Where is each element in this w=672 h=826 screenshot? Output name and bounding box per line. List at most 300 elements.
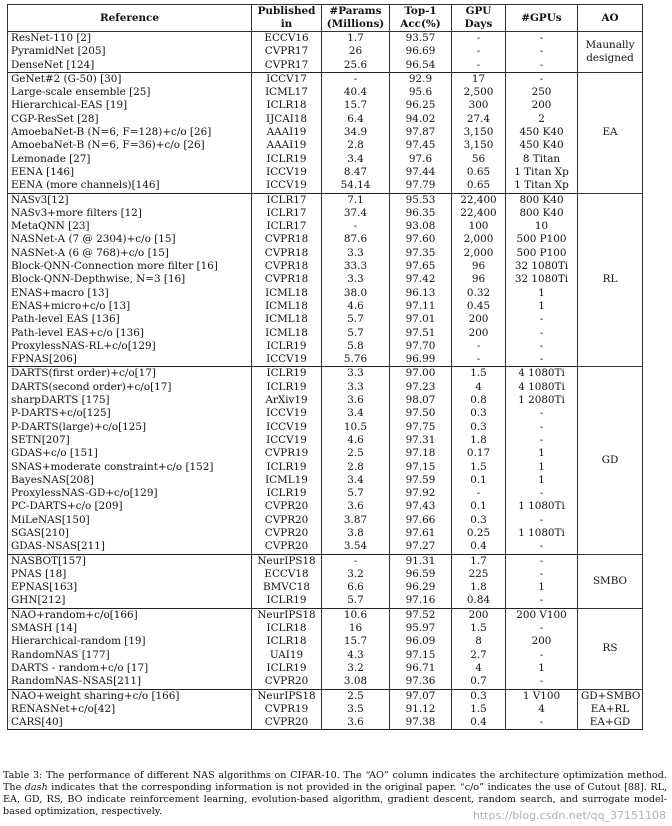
- cell-gpus: 500 P100: [506, 233, 578, 246]
- cell-published-in: ICLR19: [252, 662, 322, 675]
- table-row: [8, 594, 643, 608]
- cell-published-in: ICML17: [252, 86, 322, 99]
- cell-gpus: 1 V100: [506, 689, 578, 703]
- cell-gpus: 10: [506, 220, 578, 233]
- cell-reference: GeNet#2 (G-50) [30]: [8, 72, 252, 86]
- cell-params: -: [322, 220, 390, 233]
- table-row: [8, 126, 643, 139]
- cell-gpus: 4 1080Ti: [506, 367, 578, 381]
- cell-reference: P-DARTS+c/o[125]: [8, 407, 252, 420]
- cell-params: 40.4: [322, 86, 390, 99]
- cell-params: -: [322, 554, 390, 568]
- cell-published-in: ICLR19: [252, 381, 322, 394]
- cell-gpus: 1 2080Ti: [506, 394, 578, 407]
- cell-gpus: 1 1080Ti: [506, 500, 578, 513]
- cell-ao-group: Maunally designed: [578, 32, 643, 73]
- cell-reference: SGAS[210]: [8, 527, 252, 540]
- cell-top1-acc: 97.01: [390, 313, 452, 326]
- cell-published-in: ICLR19: [252, 340, 322, 353]
- cell-published-in: ICML18: [252, 300, 322, 313]
- cell-gpus: 2: [506, 113, 578, 126]
- cell-top1-acc: 97.35: [390, 247, 452, 260]
- cell-reference: NAO+random+c/o[166]: [8, 608, 252, 622]
- cell-top1-acc: 95.97: [390, 622, 452, 635]
- cell-reference: SNAS+moderate constraint+c/o [152]: [8, 461, 252, 474]
- cell-gpus: -: [506, 514, 578, 527]
- cell-top1-acc: 96.69: [390, 45, 452, 58]
- cell-reference: ResNet-110 [2]: [8, 32, 252, 46]
- cell-gpu-days: 27.4: [452, 113, 506, 126]
- cell-gpu-days: 3,150: [452, 126, 506, 139]
- cell-reference: PNAS [18]: [8, 568, 252, 581]
- cell-published-in: ICCV19: [252, 407, 322, 420]
- cell-reference: P-DARTS(large)+c/o[125]: [8, 421, 252, 434]
- cell-top1-acc: 97.66: [390, 514, 452, 527]
- table-row: [8, 220, 643, 233]
- cell-published-in: ICCV19: [252, 166, 322, 179]
- cell-gpu-days: 1.5: [452, 461, 506, 474]
- cell-reference: Hierarchical-EAS [19]: [8, 99, 252, 112]
- cell-reference: NAO+weight sharing+c/o [166]: [8, 689, 252, 703]
- cell-params: 2.5: [322, 447, 390, 460]
- cell-published-in: CVPR17: [252, 45, 322, 58]
- cell-gpu-days: 225: [452, 568, 506, 581]
- cell-published-in: CVPR18: [252, 260, 322, 273]
- cell-published-in: ICLR18: [252, 635, 322, 648]
- cell-gpu-days: 4: [452, 381, 506, 394]
- header-reference: Reference: [8, 5, 252, 32]
- cell-published-in: ICCV19: [252, 434, 322, 447]
- cell-gpu-days: 3,150: [452, 139, 506, 152]
- cell-reference: Block-QNN-Connection more filter [16]: [8, 260, 252, 273]
- cell-top1-acc: 96.54: [390, 59, 452, 73]
- cell-params: 3.87: [322, 514, 390, 527]
- cell-params: 10.5: [322, 421, 390, 434]
- table-row: [8, 540, 643, 554]
- cell-gpus: -: [506, 594, 578, 608]
- cell-gpu-days: 22,400: [452, 207, 506, 220]
- cell-gpus: 1: [506, 581, 578, 594]
- cell-gpus: 1 Titan Xp: [506, 179, 578, 193]
- cell-top1-acc: 98.07: [390, 394, 452, 407]
- table-row: [8, 273, 643, 286]
- cell-gpu-days: 0.8: [452, 394, 506, 407]
- cell-top1-acc: 97.18: [390, 447, 452, 460]
- cell-gpu-days: 0.65: [452, 179, 506, 193]
- table-row: [8, 689, 643, 703]
- cell-gpus: -: [506, 59, 578, 73]
- table-row: [8, 635, 643, 648]
- cell-published-in: CVPR18: [252, 247, 322, 260]
- table-row: [8, 340, 643, 353]
- cell-params: 2.5: [322, 689, 390, 703]
- table-row: [8, 327, 643, 340]
- cell-gpus: 450 K40: [506, 126, 578, 139]
- table-row: [8, 514, 643, 527]
- table-row: [8, 662, 643, 675]
- cell-params: 3.3: [322, 273, 390, 286]
- cell-top1-acc: 93.57: [390, 32, 452, 46]
- cell-published-in: CVPR20: [252, 540, 322, 554]
- cell-gpus: 1 Titan Xp: [506, 166, 578, 179]
- cell-params: 3.2: [322, 568, 390, 581]
- cell-params: 7.1: [322, 193, 390, 207]
- table-row: [8, 568, 643, 581]
- table-row: [8, 675, 643, 689]
- cell-gpu-days: 4: [452, 662, 506, 675]
- cell-published-in: ICLR19: [252, 367, 322, 381]
- cell-params: 54.14: [322, 179, 390, 193]
- cell-published-in: ICLR19: [252, 153, 322, 166]
- cell-reference: CGP-ResSet [28]: [8, 113, 252, 126]
- cell-params: 3.08: [322, 675, 390, 689]
- cell-params: 6.4: [322, 113, 390, 126]
- table-row: [8, 527, 643, 540]
- cell-reference: GHN[212]: [8, 594, 252, 608]
- cell-top1-acc: 95.6: [390, 86, 452, 99]
- cell-gpu-days: 96: [452, 273, 506, 286]
- cell-ao: EA+GD: [578, 716, 643, 730]
- cell-ao: EA+RL: [578, 703, 643, 716]
- cell-reference: EENA [146]: [8, 166, 252, 179]
- cell-params: 4.6: [322, 434, 390, 447]
- table-row: [8, 207, 643, 220]
- cell-params: 3.3: [322, 367, 390, 381]
- cell-reference: PyramidNet [205]: [8, 45, 252, 58]
- cell-top1-acc: 92.9: [390, 72, 452, 86]
- cell-gpus: -: [506, 540, 578, 554]
- cell-gpu-days: 0.1: [452, 500, 506, 513]
- cell-top1-acc: 97.65: [390, 260, 452, 273]
- cell-top1-acc: 97.16: [390, 594, 452, 608]
- cell-published-in: CVPR18: [252, 273, 322, 286]
- cell-reference: ProxylessNAS-GD+c/o[129]: [8, 487, 252, 500]
- table-row: [8, 45, 643, 58]
- cell-published-in: CVPR20: [252, 500, 322, 513]
- cell-gpus: -: [506, 716, 578, 730]
- cell-top1-acc: 97.42: [390, 273, 452, 286]
- cell-gpus: 1: [506, 287, 578, 300]
- table-row: [8, 581, 643, 594]
- cell-gpus: -: [506, 72, 578, 86]
- table-row: [8, 367, 643, 381]
- cell-published-in: ICLR18: [252, 99, 322, 112]
- cell-gpus: -: [506, 45, 578, 58]
- cell-params: 33.3: [322, 260, 390, 273]
- nas-performance-table: [7, 4, 643, 730]
- cell-gpu-days: 0.4: [452, 716, 506, 730]
- cell-gpu-days: 8: [452, 635, 506, 648]
- cell-top1-acc: 97.44: [390, 166, 452, 179]
- cell-published-in: ICLR17: [252, 207, 322, 220]
- cell-gpu-days: 2,000: [452, 247, 506, 260]
- cell-gpus: -: [506, 487, 578, 500]
- cell-gpu-days: 0.3: [452, 407, 506, 420]
- cell-reference: MetaQNN [23]: [8, 220, 252, 233]
- cell-gpu-days: -: [452, 340, 506, 353]
- cell-top1-acc: 93.08: [390, 220, 452, 233]
- cell-top1-acc: 97.43: [390, 500, 452, 513]
- cell-params: 10.6: [322, 608, 390, 622]
- cell-gpu-days: 0.17: [452, 447, 506, 460]
- cell-gpus: -: [506, 622, 578, 635]
- cell-gpu-days: 0.7: [452, 675, 506, 689]
- cell-gpus: -: [506, 675, 578, 689]
- cell-params: 3.4: [322, 407, 390, 420]
- table-row: [8, 381, 643, 394]
- cell-reference: GDAS-NSAS[211]: [8, 540, 252, 554]
- cell-reference: NASBOT[157]: [8, 554, 252, 568]
- cell-top1-acc: 97.6: [390, 153, 452, 166]
- cell-params: 26: [322, 45, 390, 58]
- cell-published-in: ArXiv19: [252, 394, 322, 407]
- cell-reference: CARS[40]: [8, 716, 252, 730]
- cell-params: 87.6: [322, 233, 390, 246]
- cell-gpus: 1 1080Ti: [506, 527, 578, 540]
- cell-top1-acc: 97.59: [390, 474, 452, 487]
- cell-gpus: -: [506, 407, 578, 420]
- table-row: [8, 394, 643, 407]
- table-row: [8, 86, 643, 99]
- cell-gpus: 1: [506, 474, 578, 487]
- cell-published-in: ICLR19: [252, 594, 322, 608]
- cell-published-in: ICML19: [252, 474, 322, 487]
- cell-reference: ENAS+macro [13]: [8, 287, 252, 300]
- cell-reference: RandomNAS-NSAS[211]: [8, 675, 252, 689]
- cell-published-in: ICLR19: [252, 487, 322, 500]
- cell-params: 3.6: [322, 394, 390, 407]
- cell-gpus: 250: [506, 86, 578, 99]
- cell-published-in: CVPR17: [252, 59, 322, 73]
- cell-gpu-days: 1.8: [452, 581, 506, 594]
- cell-reference: EPNAS[163]: [8, 581, 252, 594]
- cell-reference: RENASNet+c/o[42]: [8, 703, 252, 716]
- cell-top1-acc: 97.61: [390, 527, 452, 540]
- table-row: [8, 500, 643, 513]
- cell-top1-acc: 96.35: [390, 207, 452, 220]
- cell-gpus: -: [506, 353, 578, 367]
- cell-reference: SMASH [14]: [8, 622, 252, 635]
- header-gpus: #GPUs: [506, 5, 578, 32]
- cell-reference: SETN[207]: [8, 434, 252, 447]
- cell-ao-group: EA: [578, 72, 643, 193]
- cell-gpus: 500 P100: [506, 247, 578, 260]
- cell-gpu-days: 300: [452, 99, 506, 112]
- cell-top1-acc: 97.36: [390, 675, 452, 689]
- table-row: [8, 447, 643, 460]
- cell-gpus: 4: [506, 703, 578, 716]
- cell-params: 5.7: [322, 594, 390, 608]
- cell-params: 34.9: [322, 126, 390, 139]
- cell-params: 5.7: [322, 327, 390, 340]
- cell-params: 15.7: [322, 635, 390, 648]
- cell-published-in: CVPR20: [252, 514, 322, 527]
- cell-gpu-days: 1.8: [452, 434, 506, 447]
- cell-gpu-days: 1.7: [452, 554, 506, 568]
- cell-top1-acc: 97.23: [390, 381, 452, 394]
- cell-gpu-days: 200: [452, 327, 506, 340]
- cell-gpus: -: [506, 327, 578, 340]
- cell-params: 4.3: [322, 649, 390, 662]
- cell-params: 37.4: [322, 207, 390, 220]
- cell-published-in: IJCAI18: [252, 113, 322, 126]
- table-row: [8, 716, 643, 730]
- cell-top1-acc: 97.60: [390, 233, 452, 246]
- cell-published-in: NeurIPS18: [252, 608, 322, 622]
- cell-published-in: ICML18: [252, 313, 322, 326]
- cell-params: 5.76: [322, 353, 390, 367]
- header-gpu-days: GPU Days: [452, 5, 506, 32]
- cell-gpu-days: 0.25: [452, 527, 506, 540]
- cell-params: 2.8: [322, 461, 390, 474]
- cell-gpus: 1: [506, 447, 578, 460]
- cell-top1-acc: 97.51: [390, 327, 452, 340]
- table-row: [8, 72, 643, 86]
- cell-top1-acc: 97.52: [390, 608, 452, 622]
- cell-published-in: CVPR20: [252, 675, 322, 689]
- cell-reference: MiLeNAS[150]: [8, 514, 252, 527]
- caption-lead: Table 3: The performance of different NAS algorithms on CIFAR-10. The “AO” column indicates the architecture optimization method. The: [3, 770, 667, 793]
- cell-top1-acc: 97.38: [390, 716, 452, 730]
- cell-gpus: -: [506, 313, 578, 326]
- cell-reference: DARTS(second order)+c/o[17]: [8, 381, 252, 394]
- cell-gpu-days: 0.45: [452, 300, 506, 313]
- cell-reference: RandomNAS [177]: [8, 649, 252, 662]
- cell-top1-acc: 97.87: [390, 126, 452, 139]
- header-top1-acc: Top-1 Acc(%): [390, 5, 452, 32]
- cell-params: 15.7: [322, 99, 390, 112]
- cell-params: 6.6: [322, 581, 390, 594]
- cell-params: 8.47: [322, 166, 390, 179]
- cell-ao-group: RS: [578, 608, 643, 689]
- cell-gpus: -: [506, 649, 578, 662]
- cell-top1-acc: 97.70: [390, 340, 452, 353]
- table-row: [8, 313, 643, 326]
- table-row: [8, 487, 643, 500]
- cell-reference: PC-DARTS+c/o [209]: [8, 500, 252, 513]
- table-row: [8, 649, 643, 662]
- cell-gpu-days: 0.84: [452, 594, 506, 608]
- cell-reference: BayesNAS[208]: [8, 474, 252, 487]
- cell-reference: DARTS - random+c/o [17]: [8, 662, 252, 675]
- cell-published-in: CVPR19: [252, 447, 322, 460]
- cell-gpus: 1: [506, 461, 578, 474]
- cell-published-in: ICML18: [252, 287, 322, 300]
- cell-gpus: -: [506, 32, 578, 46]
- cell-gpu-days: -: [452, 32, 506, 46]
- cell-gpu-days: 200: [452, 313, 506, 326]
- cell-params: 3.5: [322, 703, 390, 716]
- cell-gpu-days: 100: [452, 220, 506, 233]
- cell-published-in: ICLR18: [252, 622, 322, 635]
- cell-top1-acc: 94.02: [390, 113, 452, 126]
- cell-reference: ENAS+micro+c/o [13]: [8, 300, 252, 313]
- cell-params: 3.6: [322, 716, 390, 730]
- cell-gpus: 200: [506, 635, 578, 648]
- cell-top1-acc: 96.29: [390, 581, 452, 594]
- cell-params: 3.2: [322, 662, 390, 675]
- cell-params: 4.6: [322, 300, 390, 313]
- cell-published-in: AAAI19: [252, 139, 322, 152]
- cell-top1-acc: 96.25: [390, 99, 452, 112]
- cell-top1-acc: 97.50: [390, 407, 452, 420]
- cell-gpu-days: 0.3: [452, 689, 506, 703]
- cell-reference: EENA (more channels)[146]: [8, 179, 252, 193]
- cell-gpus: -: [506, 421, 578, 434]
- cell-published-in: ICLR17: [252, 193, 322, 207]
- cell-params: -: [322, 72, 390, 86]
- cell-gpus: -: [506, 434, 578, 447]
- table-row: [8, 99, 643, 112]
- table-row: [8, 113, 643, 126]
- cell-top1-acc: 96.99: [390, 353, 452, 367]
- cell-published-in: CVPR18: [252, 233, 322, 246]
- cell-reference: NASv3[12]: [8, 193, 252, 207]
- cell-params: 3.4: [322, 474, 390, 487]
- cell-params: 38.0: [322, 287, 390, 300]
- cell-top1-acc: 97.11: [390, 300, 452, 313]
- cell-top1-acc: 91.31: [390, 554, 452, 568]
- cell-published-in: AAAI19: [252, 126, 322, 139]
- cell-gpus: 8 Titan: [506, 153, 578, 166]
- caption-italic: dash: [24, 782, 48, 793]
- table-row: [8, 193, 643, 207]
- cell-published-in: ICCV17: [252, 72, 322, 86]
- cell-gpu-days: 1.5: [452, 367, 506, 381]
- table-row: [8, 474, 643, 487]
- cell-top1-acc: 96.13: [390, 287, 452, 300]
- cell-gpu-days: -: [452, 59, 506, 73]
- cell-reference: Large-scale ensemble [25]: [8, 86, 252, 99]
- cell-published-in: CVPR19: [252, 703, 322, 716]
- table-row: [8, 554, 643, 568]
- cell-reference: FPNAS[206]: [8, 353, 252, 367]
- cell-published-in: ICCV19: [252, 421, 322, 434]
- table-row: [8, 622, 643, 635]
- table-row: [8, 260, 643, 273]
- watermark-url: https://blog.csdn.net/qq_37151108: [472, 809, 666, 822]
- cell-gpu-days: 22,400: [452, 193, 506, 207]
- cell-gpu-days: 2,500: [452, 86, 506, 99]
- cell-top1-acc: 97.31: [390, 434, 452, 447]
- table-row: [8, 421, 643, 434]
- cell-published-in: NeurIPS18: [252, 554, 322, 568]
- cell-published-in: ICCV19: [252, 179, 322, 193]
- cell-published-in: CVPR20: [252, 716, 322, 730]
- cell-published-in: CVPR20: [252, 527, 322, 540]
- cell-published-in: ICLR19: [252, 461, 322, 474]
- table-row: [8, 300, 643, 313]
- cell-gpus: 1: [506, 300, 578, 313]
- cell-params: 16: [322, 622, 390, 635]
- cell-top1-acc: 96.59: [390, 568, 452, 581]
- table-row: [8, 407, 643, 420]
- cell-params: 25.6: [322, 59, 390, 73]
- cell-published-in: ECCV18: [252, 568, 322, 581]
- table-row: [8, 434, 643, 447]
- cell-gpu-days: 0.65: [452, 166, 506, 179]
- cell-reference: Hierarchical-random [19]: [8, 635, 252, 648]
- cell-params: 3.6: [322, 500, 390, 513]
- cell-published-in: BMVC18: [252, 581, 322, 594]
- cell-params: 3.8: [322, 527, 390, 540]
- table-row: [8, 32, 643, 46]
- cell-gpu-days: 0.3: [452, 514, 506, 527]
- cell-reference: GDAS+c/o [151]: [8, 447, 252, 460]
- table-row: [8, 139, 643, 152]
- cell-gpus: 800 K40: [506, 193, 578, 207]
- cell-reference: DenseNet [124]: [8, 59, 252, 73]
